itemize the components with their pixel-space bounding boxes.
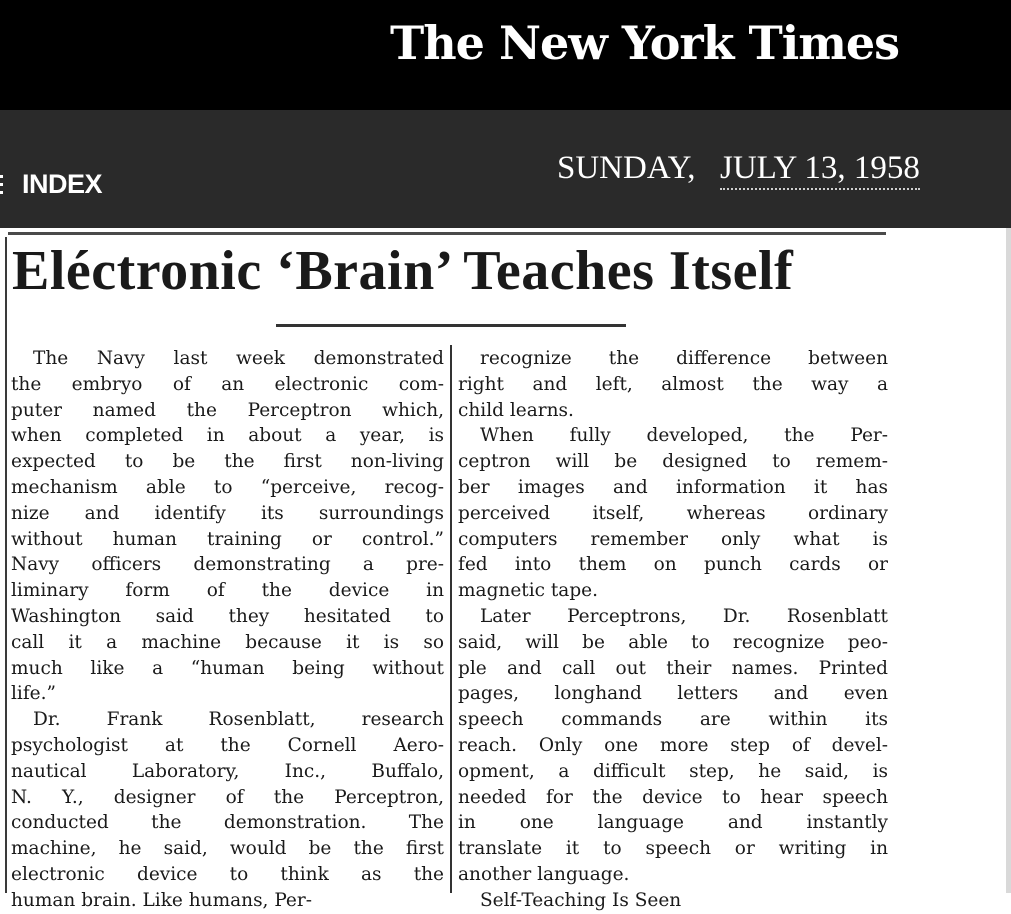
column-divider — [450, 345, 452, 893]
clipping-top-border — [8, 232, 886, 235]
masthead-logo[interactable]: The New York Times — [390, 16, 900, 70]
article-text-line: speech commands are within its — [458, 709, 888, 731]
date-link[interactable]: JULY 13, 1958 — [720, 150, 920, 190]
article-text-line: recognize the difference between — [480, 348, 888, 369]
article-text-line: expected to be the first non-living — [11, 451, 444, 473]
article-text-line: Later Perceptrons, Dr. Rosenblatt — [480, 605, 888, 627]
article-text-line: The Navy last week demonstrated — [33, 348, 444, 369]
article-text-line: liminary form of the device in — [11, 580, 444, 602]
article-text-line: pages, longhand letters and even — [458, 683, 888, 705]
article-text-line: N. Y., designer of the Perceptron, — [11, 786, 444, 808]
index-label: INDEX — [22, 168, 103, 199]
article-text-line: nize and identify its surroundings — [11, 502, 444, 524]
article-text-line: needed for the device to hear speech — [458, 786, 888, 808]
article-text-line: without human training or control.” — [11, 528, 444, 550]
masthead — [0, 0, 1011, 110]
article-text-line: fed into them on punch cards or — [458, 554, 888, 576]
article-text-line: nautical Laboratory, Inc., Buffalo, — [11, 760, 444, 782]
article-text-line: reach. Only one more step of devel- — [458, 734, 888, 756]
article-text-line: another language. — [458, 863, 630, 885]
article-text-line: call it a machine because it is so — [11, 631, 444, 653]
article-text-line: much like a “human being without — [11, 657, 444, 679]
article-text-line: ber images and information it has — [458, 476, 888, 498]
article-text-line: Navy officers demonstrating a pre- — [11, 554, 444, 576]
date-weekday: SUNDAY, — [557, 150, 696, 186]
article-text-line: in one language and instantly — [458, 812, 888, 834]
article-text-line: life.” — [11, 683, 56, 705]
article-text-line: puter named the Perceptron which, — [11, 399, 444, 421]
article-text-line: Washington said they hesitated to — [11, 605, 444, 627]
article-text-line: translate it to speech or writing in — [458, 838, 888, 860]
article-text-line: conducted the demonstration. The — [11, 812, 444, 834]
article-text-line: child learns. — [458, 399, 574, 421]
article-text-line: opment, a difficult step, he said, is — [458, 760, 888, 782]
article-text-line: electronic device to think as the — [11, 863, 444, 885]
article-text-line: ple and call out their names. Printed — [458, 657, 888, 679]
article-text-line: said, will be able to recognize peo- — [458, 631, 888, 653]
article-text-line: When fully developed, the Per- — [480, 425, 888, 447]
index-button[interactable] — [0, 166, 102, 202]
article-text-line: computers remember only what is — [458, 528, 888, 550]
menu-icon — [0, 171, 8, 197]
article-text-line: Dr. Frank Rosenblatt, research — [33, 709, 444, 731]
article-text-line: magnetic tape. — [458, 580, 599, 602]
article-text-line: ceptron will be designed to remem- — [458, 451, 888, 473]
article-text-line: mechanism able to “perceive, recog- — [11, 476, 444, 498]
article-text-line: machine, he said, would be the first — [11, 838, 444, 860]
article-text-line: psychologist at the Cornell Aero- — [11, 734, 444, 756]
article-text-line: perceived itself, whereas ordinary — [458, 502, 888, 524]
article-headline: Eléctronic ‘Brain’ Teaches Itself — [12, 240, 794, 302]
article-column-left — [11, 346, 444, 914]
article-text-line: human brain. Like humans, Per- — [11, 889, 312, 911]
article-column-right — [458, 346, 888, 914]
article-text-line: when completed in about a year, is — [11, 425, 444, 447]
clipping-left-border — [5, 237, 7, 893]
article-text-line: Self-Teaching Is Seen — [480, 889, 682, 911]
article-text-line: the embryo of an electronic com- — [11, 373, 444, 395]
clipping-shadow — [1006, 228, 1011, 893]
headline-rule — [276, 324, 626, 327]
article-text-line: right and left, almost the way a — [458, 373, 888, 395]
